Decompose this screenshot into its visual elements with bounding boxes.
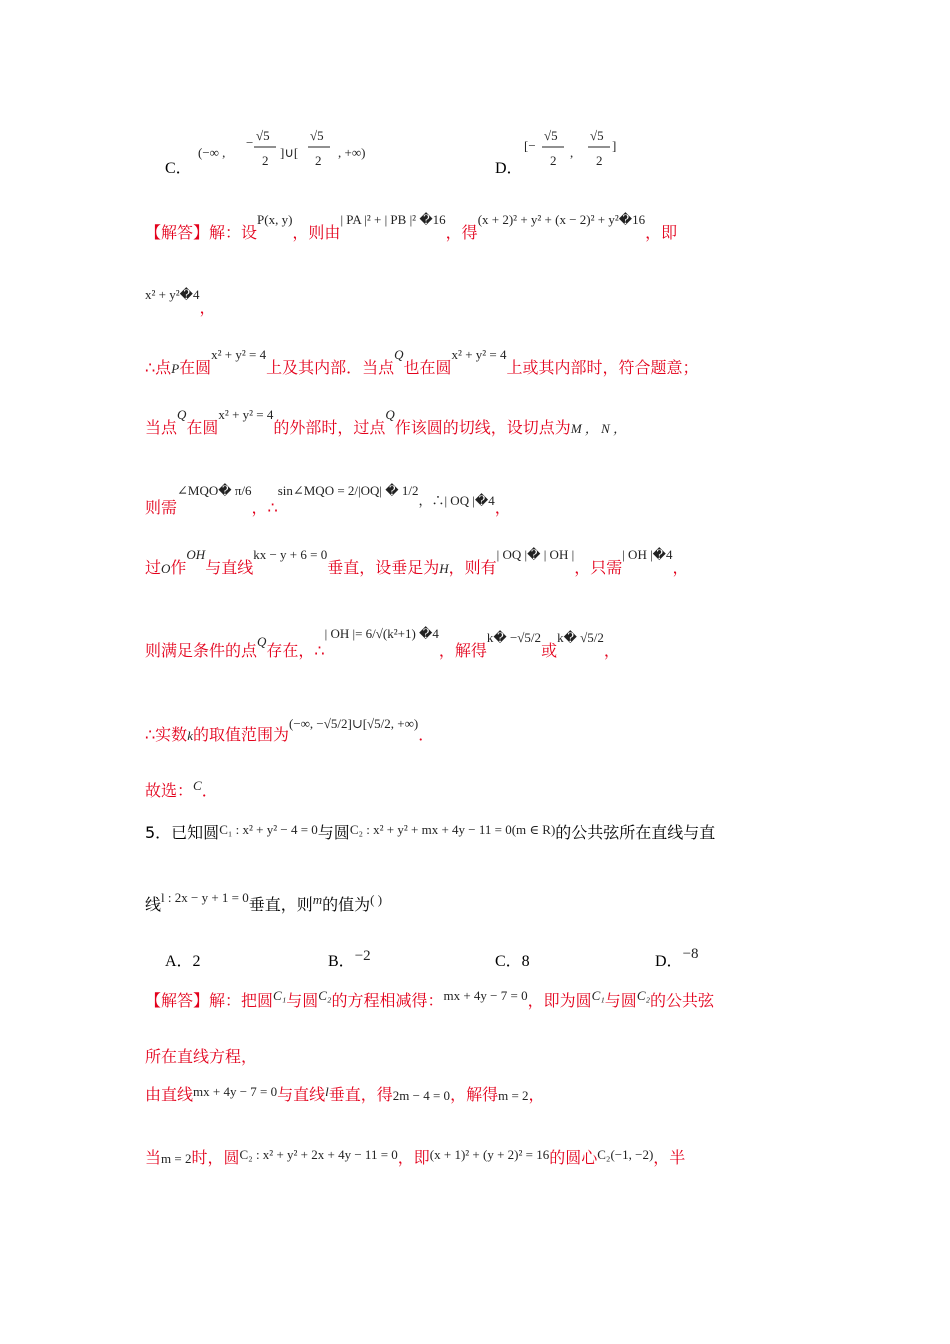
q5-option-c: C．8 [495, 953, 530, 970]
svg-text:]∪[: ]∪[ [280, 145, 299, 160]
svg-text:√5: √5 [256, 128, 270, 143]
sol4-line-9: 故选：$^C$． [145, 778, 218, 800]
sol4-line-8: ∴实数k的取值范围为$^{(-\infty, -√5/2]\cup[√5/2, +\infty)}$． [145, 716, 435, 744]
q5-line-2: 线$^{l : 2x - y + 1 = 0}$垂直，则$^m$的值为( ) [145, 890, 383, 914]
svg-text:[−: [− [524, 138, 536, 153]
svg-text:]: ] [612, 138, 617, 153]
svg-text:√5: √5 [310, 128, 324, 143]
svg-text:, +∞): , +∞) [338, 145, 366, 160]
svg-text:(−∞ ,: (−∞ , [198, 145, 226, 160]
q5-option-a: A．2 [165, 953, 201, 970]
q5-line-1: 5．已知圆$^{C_1 : x^2 + y^2 - 4 = 0}$与圆$^{C_2 : x^2 + y^2 + mx + 4y - 11 = 0(m \in R)}$的公共弦所在直线与直 [145, 822, 716, 842]
option-d-label: D． [495, 160, 523, 177]
q5-option-b: B．−2 [328, 948, 371, 970]
svg-text:2: 2 [315, 153, 322, 168]
sol5-line-2: 所在直线方程， [145, 1047, 258, 1066]
svg-text:−: − [246, 135, 254, 150]
option-d-math-drawing [524, 125, 644, 175]
svg-text:√5: √5 [590, 128, 604, 143]
sol4-line-1: 【解答】解：设$^{P(x, y)}$，则由$^{| PA |^2 + | PB |^2 �16}$，得$^{(x + 2)^2 + y^2 + (x - 2)^2 + y^2�16}$，即 [145, 212, 678, 242]
option-c [165, 155, 192, 178]
sol5-line-3: 由直线$^{mx + 4y - 7 = 0}$与直线$^l$垂直，得2m − 4 = 0，解得m = 2， [145, 1084, 545, 1104]
sol5-line-1: 【解答】解：把圆$^{C_1}$与圆$^{C_2}$的方程相减得：$^{mx + 4y - 7 = 0}$，即为圆$^{C_1}$与圆$^{C_2}$的公共弦 [145, 988, 715, 1010]
svg-text:2: 2 [262, 153, 269, 168]
sol4-line-3: ∴点P在圆$^{x^2 + y^2 = 4}$上及其内部．当点$^Q$也在圆$^{x^2 + y^2 = 4}$上或其内部时，符合题意； [145, 347, 699, 377]
svg-text:√5: √5 [544, 128, 558, 143]
sol4-line-4: 当点$^Q$在圆$^{x^2 + y^2 = 4}$的外部时，过点$^Q$作该圆的切线，设切点为M ， N ， [145, 407, 627, 437]
sol4-line-6: 过O作$^{OH}$与直线$^{kx - y + 6 = 0}$垂直，设垂足为H，则有$^{| OQ |� | OH |}$，只需$^{| OH |�4}$， [145, 547, 689, 577]
svg-text:2: 2 [596, 153, 603, 168]
q5-option-d: D．−8 [655, 946, 699, 970]
svg-text:,: , [570, 145, 574, 160]
sol5-line-4: 当m = 2时，圆$^{C_2 : x^2 + y^2 + 2x + 4y - 11 = 0}$，即$^{(x + 1)^2 + (y + 2)^2 = 16}$的圆心$^{C_2(-1, -2)}$，半 [145, 1147, 686, 1167]
option-c-math-drawing [198, 125, 398, 175]
option-d-expr [524, 125, 644, 175]
option-c-label: C． [165, 160, 192, 177]
sol4-line-2: $^{x^2 + y^2�4}$， [145, 287, 216, 317]
svg-text:2: 2 [550, 153, 557, 168]
option-d [495, 155, 523, 178]
option-c-expr [198, 125, 398, 175]
sol4-line-5: 则需$^{\angle MQO� \pi/6}$，∴$^{sin\angle MQO = 2/|OQ| � 1/2,\therefore| OQ |�4}$， [145, 483, 511, 517]
sol4-line-7: 则满足条件的点$^Q$存在，∴$^{| OH |= 6/√(k^2+1) �4}$，解得$^{k� -√5/2}$或$^{k� √5/2}$， [145, 626, 620, 660]
